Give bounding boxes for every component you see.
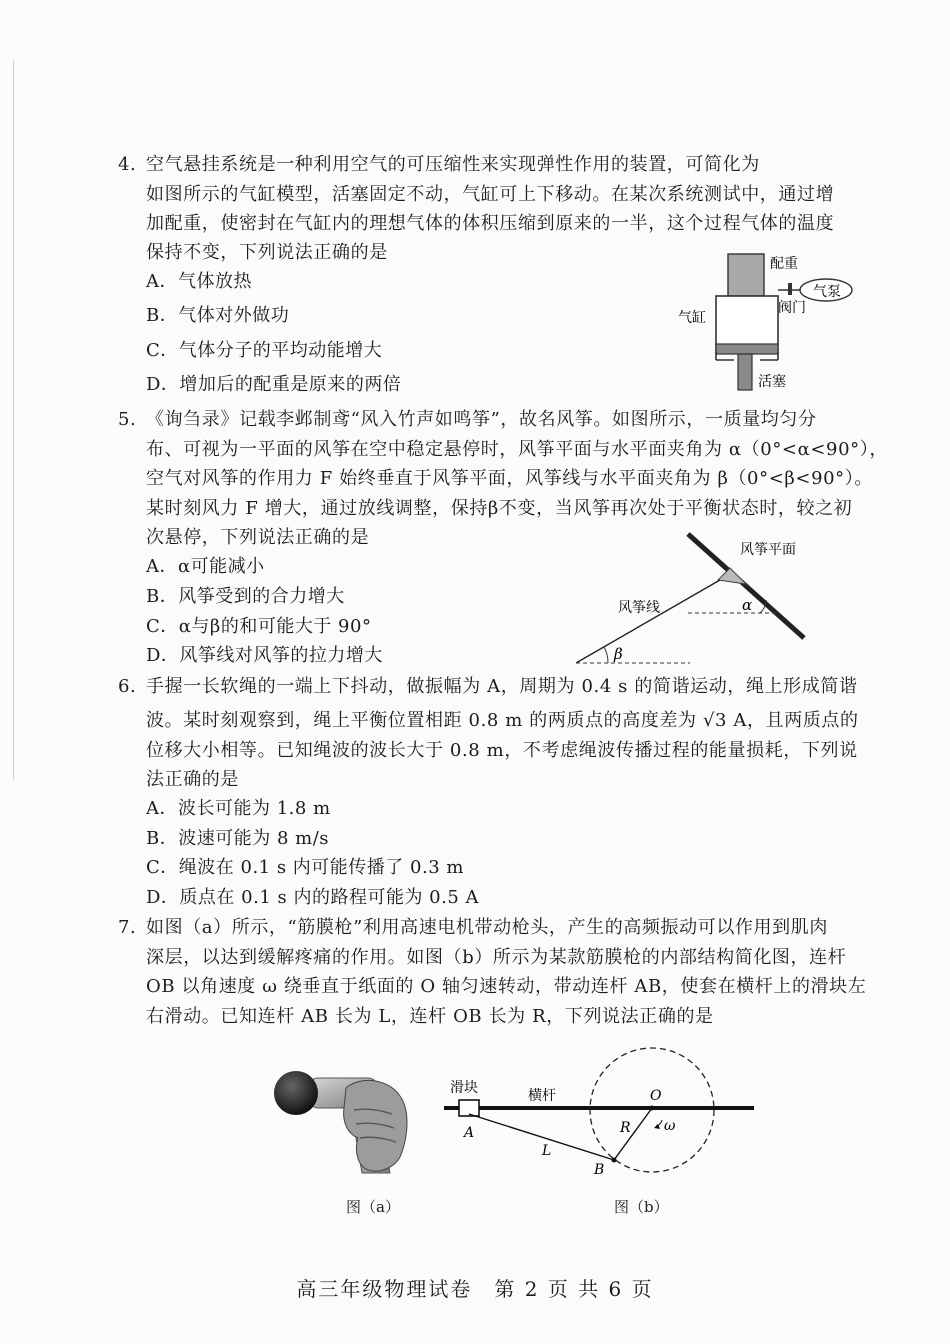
- pump-label: 气泵: [813, 284, 841, 300]
- q7-figure-b-mechanism: [440, 1040, 760, 1190]
- q6-option-a: A．波长可能为 1.8 m: [146, 798, 331, 819]
- q4-line-1: 4. 空气悬挂系统是一种利用空气的可压缩性来实现弹性作用的装置，可简化为: [118, 154, 760, 175]
- q4-option-b: B．气体对外做功: [146, 305, 290, 326]
- q5-option-a: A．α可能减小: [146, 556, 265, 577]
- q6-line-1: 6. 手握一长软绳的一端上下抖动，做振幅为 A，周期为 0.4 s 的简谐运动，绳上形成简谐: [118, 676, 858, 697]
- q4-option-a: A．气体放热: [146, 271, 252, 292]
- q4-line-2: 如图所示的气缸模型，活塞固定不动，气缸可上下移动。在某次系统测试中，通过增: [146, 184, 835, 205]
- q7-figure-a-massage-gun: [268, 1048, 418, 1183]
- rod-label: 横杆: [528, 1088, 556, 1104]
- q4-line-3: 加配重，使密封在气缸内的理想气体的体积压缩到原来的一半，这个过程气体的温度: [146, 213, 835, 234]
- hand: [344, 1080, 407, 1171]
- caption-figure-b: 图（b）: [614, 1198, 669, 1216]
- q7-line-3: OB 以角速度 ω 绕垂直于纸面的 O 轴匀速转动，带动连杆 AB，使套在横杆上的滑块左: [146, 976, 867, 997]
- q6-line-4: 法正确的是: [146, 769, 239, 790]
- point-o-label: O: [650, 1088, 662, 1104]
- valve: [788, 283, 792, 295]
- q7-line-1: 7. 如图（a）所示，“筋膜枪”利用高速电机带动枪头，产生的高频振动可以作用到肌肉: [118, 917, 828, 938]
- cylinder-label: 气缸: [678, 310, 706, 326]
- q6-option-d: D．质点在 0.1 s 内的路程可能为 0.5 A: [146, 887, 480, 908]
- weight-label: 配重: [770, 256, 798, 272]
- slider-label: 滑块: [450, 1080, 478, 1096]
- q5-kite-figure: [570, 530, 820, 670]
- point-a-label: A: [464, 1125, 475, 1141]
- omega-label: ω: [664, 1118, 676, 1134]
- q4-option-d: D．增加后的配重是原来的两倍: [146, 374, 402, 395]
- page-footer: 高三年级物理试卷 第 2 页 共 6 页: [296, 1277, 654, 1301]
- point-b-label: B: [594, 1162, 605, 1178]
- q5-line-2: 布、可视为一平面的风筝在空中稳定悬停时，风筝平面与水平面夹角为 α（0°<α<90°），: [146, 439, 888, 460]
- weight-block: [728, 254, 764, 296]
- q6-line-2: 波。某时刻观察到，绳上平衡位置相距 0.8 m 的两质点的高度差为 √3 A，且两质点的: [146, 710, 859, 731]
- q7-line-2: 深层，以达到缓解疼痛的作用。如图（b）所示为某款筋膜枪的内部结构简化图，连杆: [146, 947, 847, 968]
- kite-string-label: 风筝线: [618, 600, 660, 616]
- q5-option-c: C．α与β的和可能大于 90°: [146, 616, 372, 637]
- q5-option-b: B．风筝受到的合力增大: [146, 586, 345, 607]
- q6-option-c: C．绳波在 0.1 s 内可能传播了 0.3 m: [146, 857, 464, 878]
- valve-label: 阀门: [778, 300, 806, 316]
- radius-label: R: [620, 1120, 631, 1136]
- q7-line-4: 右滑动。已知连杆 AB 长为 L，连杆 OB 长为 R，下列说法正确的是: [146, 1006, 714, 1027]
- q4-cylinder-figure: [670, 250, 870, 395]
- q5-line-5: 次悬停，下列说法正确的是: [146, 527, 370, 548]
- q4-option-c: C．气体分子的平均动能增大: [146, 340, 383, 361]
- q5-line-1: 5. 《询刍录》记载李邺制鸢“风入竹声如鸣筝”，故名风筝。如图所示，一质量均匀分: [118, 409, 817, 430]
- kite-bridle: [718, 568, 746, 584]
- piston-rod: [738, 354, 752, 390]
- q5-line-4: 某时刻风力 F 增大，通过放线调整，保持β不变，当风筝再次处于平衡状态时，较之初: [146, 498, 853, 519]
- length-label: L: [542, 1143, 552, 1159]
- q6-option-b: B．波速可能为 8 m/s: [146, 828, 329, 849]
- q4-line-4: 保持不变，下列说法正确的是: [146, 242, 388, 263]
- slider-block: [459, 1100, 479, 1116]
- binding-line: [13, 60, 14, 780]
- piston-head: [716, 344, 778, 354]
- kite-string: [576, 580, 720, 663]
- caption-figure-a: 图（a）: [346, 1198, 400, 1216]
- kite-plane-label: 风筝平面: [740, 542, 796, 558]
- q5-option-d: D．风筝线对风筝的拉力增大: [146, 645, 383, 666]
- beta-label: β: [614, 645, 623, 663]
- q5-line-3: 空气对风筝的作用力 F 始终垂直于风筝平面，风筝线与水平面夹角为 β（0°<β<90°）。: [146, 468, 873, 489]
- massage-ball: [274, 1071, 318, 1115]
- piston-label: 活塞: [758, 374, 786, 390]
- alpha-label: α: [742, 596, 753, 614]
- q6-line-3: 位移大小相等。已知绳波的波长大于 0.8 m，不考虑绳波传播过程的能量损耗，下列说: [146, 740, 858, 761]
